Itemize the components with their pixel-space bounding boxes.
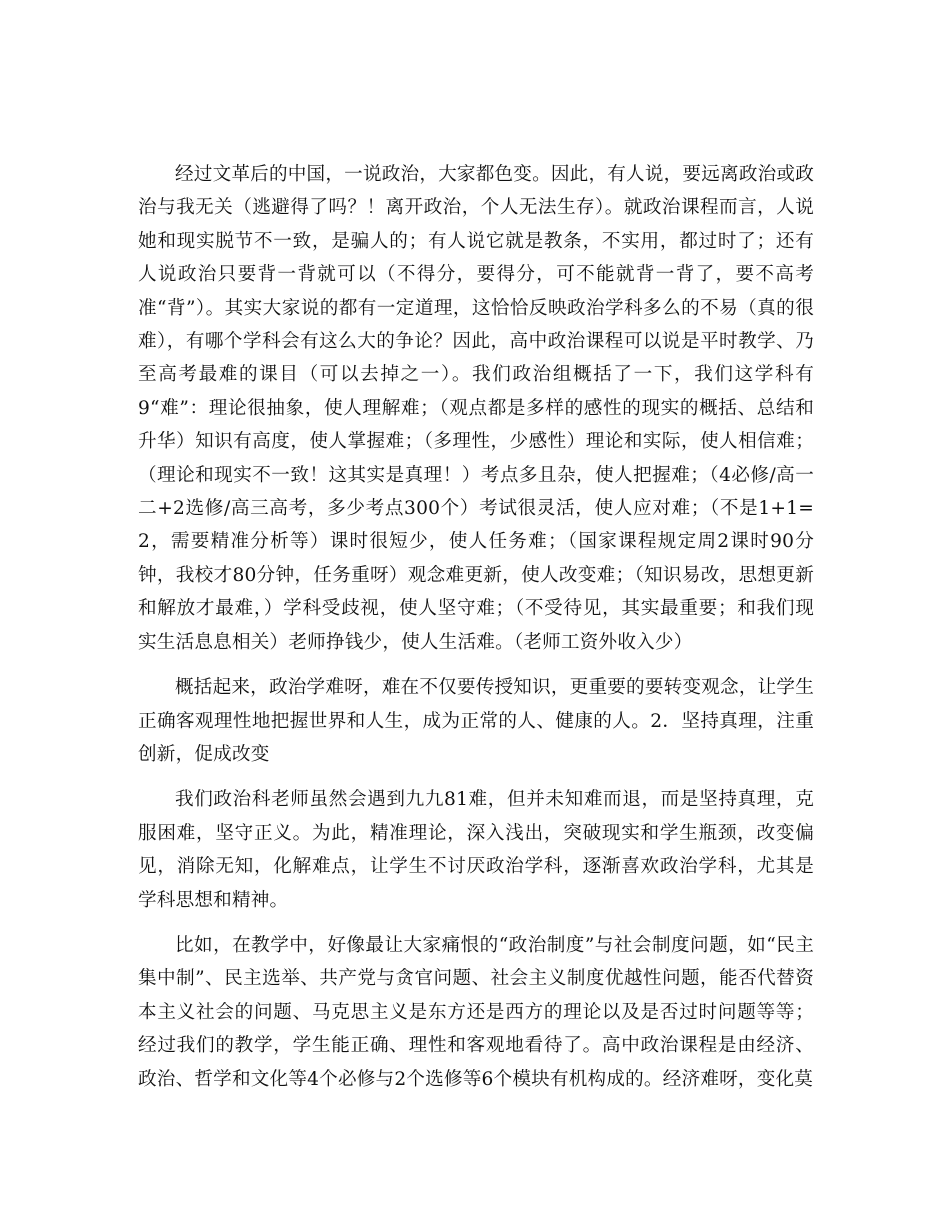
paragraph-2: 概括起来，政治学难呀，难在不仅要传授知识，更重要的要转变观念，让学生正确客观理性地把握世界和人生，成为正常的人、健康的人。2．坚持真理，注重创新，促成改变 (138, 677, 814, 765)
document-body (138, 158, 814, 1108)
paragraph-1: 经过文革后的中国，一说政治，大家都色变。因此，有人说，要远离政治或政治与我无关（逃避得了吗？！离开政治，个人无法生存）。就政治课程而言，人说她和现实脱节不一致，是骗人的；有人说它就是教条，不实用，都过时了；还有人说政治只要背一背就可以（不得分，要得分，可不能就背一背了，要不高考准“背”）。其实大家说的都有一定道理，这恰恰反映政治学科多么的不易（真的很难），有哪个学科会有这么大的争论？因此，高中政治课程可以说是平时教学、乃至高考最难的课目（可以去掉之一）。我们政治组概括了一下，我们这学科有9“难”：理论很抽象，使人理解难；（观点都是多样的感性的现实的概括、总结和升华）知识有高度，使人掌握难；（多理性，少感性）理论和实际，使人相信难；（理论和现实不一致！这其实是真理！）考点多且杂，使人把握难；（4必修/高一二+2选修/高三高考，多少考点300个）考试很灵活，使人应对难；（不是1+1=2，需要精准分析等）课时很短少，使人任务难；（国家课程规定周2课时90分钟，我校才80分钟，任务重呀）观念难更新，使人改变难；（知识易改，思想更新和解放才最难，）学科受歧视，使人坚守难；（不受待见，其实最重要；和我们现实生活息息相关）老师挣钱少，使人生活难。（老师工资外收入少） (138, 164, 814, 653)
paragraph-3: 我们政治科老师虽然会遇到九九81难，但并未知难而退，而是坚持真理，克服困难，坚守正义。为此，精准理论，深入浅出，突破现实和学生瓶颈，改变偏见，消除无知，化解难点，让学生不讨厌政治学科，逐渐喜欢政治学科，尤其是学科思想和精神。 (138, 789, 814, 911)
paragraph-4: 比如，在教学中，好像最让大家痛恨的“政治制度”与社会制度问题，如“民主集中制”、民主选举、共产党与贪官问题、社会主义制度优越性问题，能否代替资本主义社会的问题、马克思主义是东方还是西方的理论以及是否过时问题等等；经过我们的教学，学生能正确、理性和客观地看待了。高中政治课程是由经济、政治、哲学和文化等4个必修与2个选修等6个模块有机构成的。经济难呀，变化莫 (138, 934, 814, 1090)
